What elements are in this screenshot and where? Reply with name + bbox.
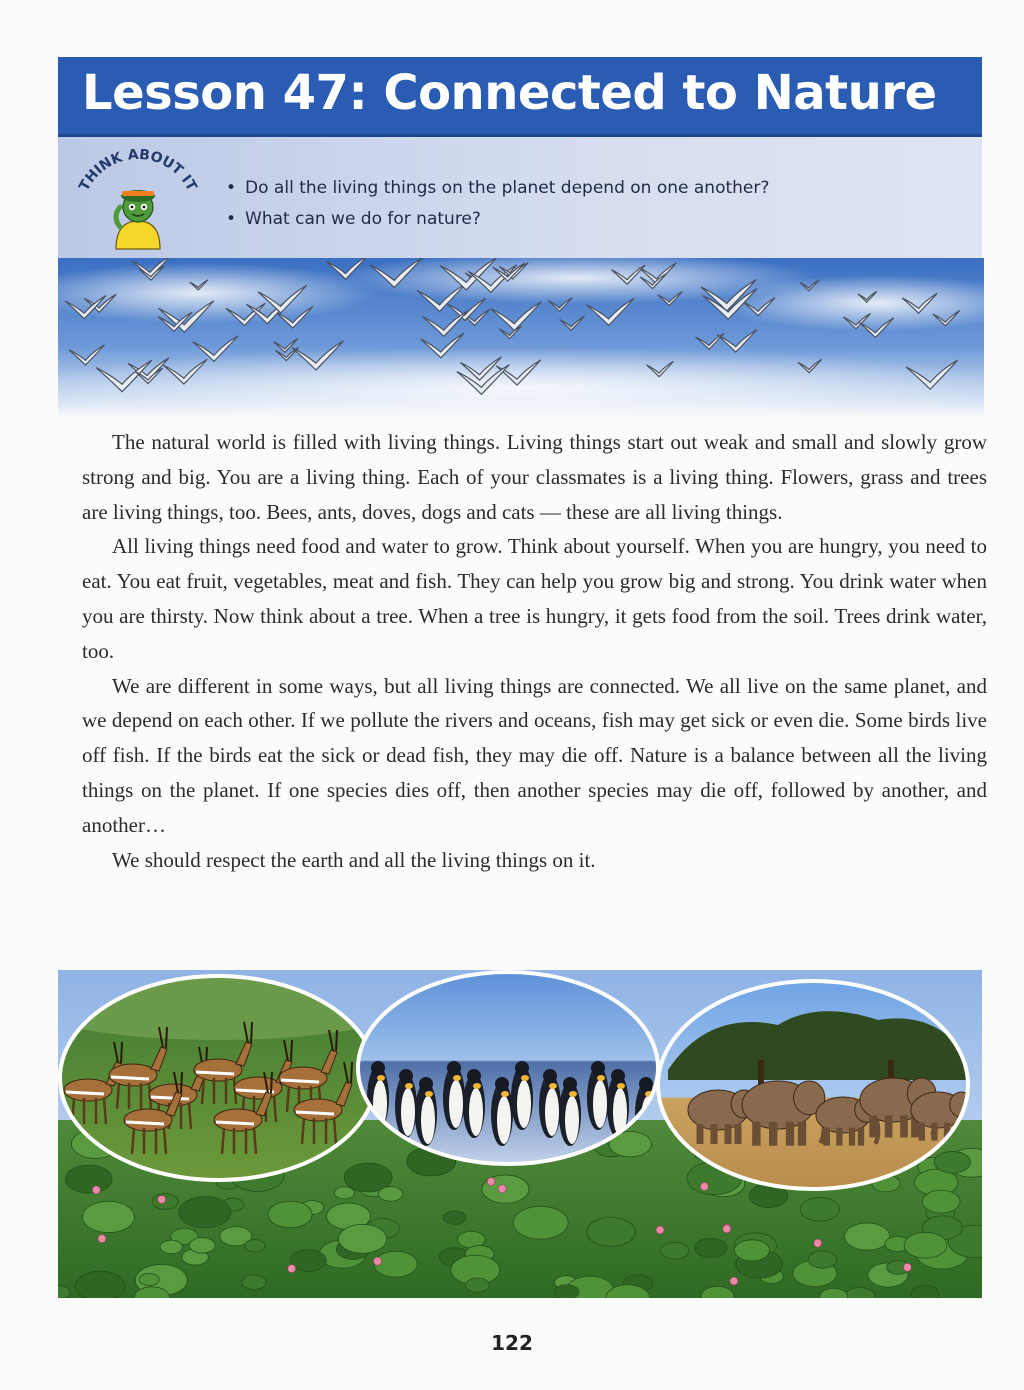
think-about-it-box (58, 137, 982, 260)
lesson-title-bar (58, 57, 982, 137)
lotus-leaf-icon (338, 1224, 386, 1253)
reading-passage (82, 425, 987, 877)
paragraph: We are different in some ways, but all living things are connected. We all live on the same planet, and we depend on each other. If we pollute the rivers and oceans, fish may get sick or even die. Some birds live off fish. If the birds eat the sick or dead fish, they may die off. Nature is a balance between all the living things on the planet. If one species dies off, then another species may die off, followed by another, and another… (82, 673, 987, 837)
flying-birds-banner (58, 258, 984, 418)
lotus-leaf-icon (904, 1232, 947, 1258)
lotus-flower-icon (700, 1183, 708, 1191)
lotus-leaf-icon (139, 1273, 159, 1285)
lotus-leaf-icon (334, 1187, 354, 1199)
lotus-leaf-icon (911, 1285, 938, 1298)
think-about-it-badge-text: THINK ABOUT IT (76, 149, 200, 194)
lotus-flower-icon (487, 1178, 495, 1186)
lotus-leaf-icon (268, 1201, 312, 1227)
paragraph: The natural world is filled with living things. Living things start out weak and small and slowly grow strong and big. You are a living thing. Each of your classmates is a living thing. Flowers, grass and trees are living things, too. Bees, ants, doves, dogs and cats — these are all living things. (82, 430, 987, 524)
lotus-flower-icon (730, 1277, 738, 1285)
lotus-flower-icon (98, 1235, 106, 1243)
nature-collage-photo (58, 970, 982, 1298)
lotus-leaf-icon (179, 1197, 231, 1228)
lotus-flower-icon (373, 1257, 381, 1265)
lotus-leaf-icon (934, 1151, 970, 1173)
lotus-leaf-icon (83, 1201, 135, 1232)
lotus-flower-icon (814, 1239, 822, 1247)
lesson-title: Lesson 47: Connected to Nature (82, 65, 937, 121)
lotus-flower-icon (903, 1263, 911, 1271)
paragraph: We should respect the earth and all the living things on it. (112, 847, 596, 872)
lotus-flower-icon (723, 1225, 731, 1233)
lotus-leaf-icon (734, 1240, 769, 1261)
lotus-flower-icon (498, 1185, 506, 1193)
lotus-flower-icon (288, 1265, 296, 1273)
lotus-leaf-icon (808, 1251, 837, 1268)
lotus-leaf-icon (800, 1197, 839, 1221)
lotus-leaf-icon (75, 1271, 124, 1298)
paragraph: All living things need food and water to grow. Think about yourself. When you are hungry, you need to eat. You eat fruit, vegetables, meat and fish. They can help you grow big and strong. You drink water when you are thirsty. Now think about a tree. When a tree is hungry, it gets food from the soil. Trees drink water, too. (82, 534, 987, 663)
lotus-leaf-icon (189, 1238, 215, 1254)
lotus-leaf-icon (513, 1206, 568, 1239)
lotus-leaf-icon (379, 1187, 403, 1202)
lotus-leaf-icon (695, 1238, 727, 1257)
lotus-leaf-icon (845, 1223, 890, 1250)
think-question: • What can we do for nature? (226, 204, 769, 235)
lotus-flower-icon (158, 1195, 166, 1203)
lotus-leaf-icon (465, 1278, 489, 1292)
lotus-leaf-icon (65, 1165, 112, 1193)
lotus-leaf-icon (443, 1211, 466, 1225)
lotus-flower-icon (656, 1226, 664, 1234)
lotus-leaf-icon (554, 1285, 579, 1298)
lotus-leaf-icon (242, 1275, 266, 1289)
think-about-it-questions (226, 173, 769, 235)
page-number: 122 (491, 1331, 533, 1355)
lotus-leaf-icon (160, 1240, 182, 1253)
turtle-mascot-icon (116, 190, 160, 249)
lotus-leaf-icon (661, 1243, 689, 1260)
lotus-leaf-icon (587, 1217, 635, 1246)
lotus-leaf-icon (245, 1240, 265, 1252)
think-question: • Do all the living things on the planet depend on one another? (226, 173, 769, 204)
think-about-it-badge (68, 149, 203, 254)
lotus-leaf-icon (922, 1190, 960, 1213)
lotus-flower-icon (92, 1186, 100, 1194)
